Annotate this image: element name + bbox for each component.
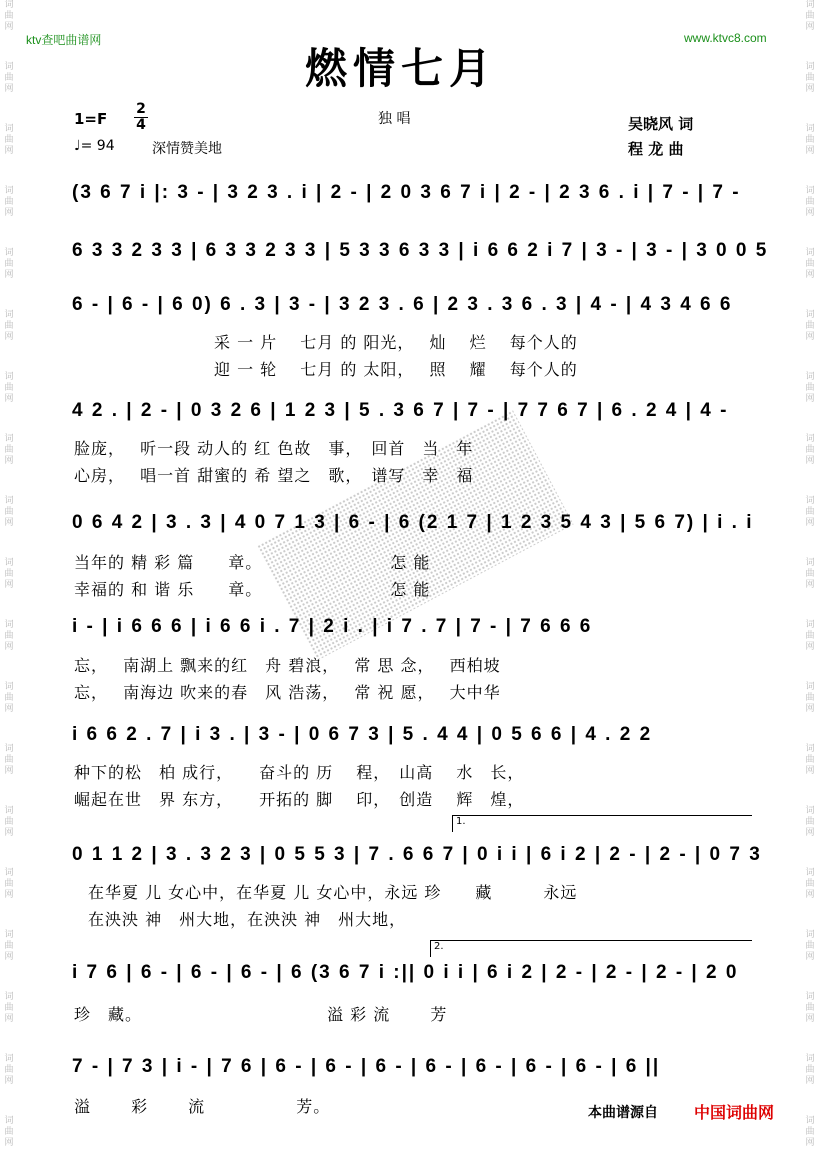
side-mark: 网	[4, 766, 14, 776]
key-signature: 1=F	[74, 110, 108, 128]
side-mark: 词	[4, 620, 14, 630]
volta-label-1: 1.	[456, 816, 466, 827]
lyric-line: 脸庞， 听一段 动人的 红 色故 事， 回首 当 年	[74, 439, 474, 458]
side-mark: 词	[805, 806, 815, 816]
time-bottom: 4	[136, 117, 146, 133]
side-mark: 词	[805, 930, 815, 940]
side-mark: 网	[4, 332, 14, 342]
side-mark: 网	[805, 456, 815, 466]
side-mark: 曲	[805, 383, 815, 393]
side-mark: 词	[805, 186, 815, 196]
side-mark: 词	[805, 744, 815, 754]
side-watermark-left	[2, 0, 16, 1149]
side-mark: 词	[805, 434, 815, 444]
volta-bracket-2	[430, 940, 752, 957]
side-mark: 曲	[805, 569, 815, 579]
side-mark: 网	[805, 394, 815, 404]
score-row-8	[68, 842, 762, 872]
side-mark: 词	[805, 124, 815, 134]
time-signature	[134, 102, 148, 133]
side-mark: 网	[805, 580, 815, 590]
side-mark: 词	[4, 930, 14, 940]
lyricist-credit: 吴晓风 词	[628, 115, 694, 133]
side-mark: 网	[4, 828, 14, 838]
side-mark: 网	[4, 704, 14, 714]
side-mark: 曲	[4, 73, 14, 83]
side-mark: 词	[4, 992, 14, 1002]
side-mark: 词	[4, 0, 14, 10]
side-mark: 曲	[805, 135, 815, 145]
side-mark: 词	[805, 372, 815, 382]
side-mark: 曲	[805, 445, 815, 455]
side-mark: 词	[4, 1054, 14, 1064]
side-mark: 网	[4, 22, 14, 32]
side-mark: 网	[4, 1076, 14, 1086]
side-mark: 曲	[805, 73, 815, 83]
side-mark: 网	[805, 704, 815, 714]
composer-credit: 程 龙 曲	[628, 140, 684, 158]
notation-line: 0 1 1 2 | 3 . 3 2 3 | 0 5 5 3 | 7 . 6 6 7 | 0 i i | 6 i 2 | 2 - | 2 - | 0 7 3	[72, 844, 762, 865]
side-mark: 词	[4, 558, 14, 568]
lyric-line: 在华夏 儿 女心中，在华夏 儿 女心中，永远 珍 藏 永远	[88, 883, 578, 902]
volta-bracket-1	[452, 815, 752, 832]
notation-line: i - | i 6 6 6 | i 6 6 i . 7 | 2 i . | i 7 . 7 | 7 - | 7 6 6 6	[72, 616, 593, 637]
side-mark: 词	[805, 62, 815, 72]
side-mark: 网	[4, 84, 14, 94]
side-mark: 曲	[4, 507, 14, 517]
side-mark: 网	[4, 580, 14, 590]
lyric-line: 采 一 片 七月 的 阳光， 灿 烂 每个人的	[214, 333, 578, 352]
notation-line: i 7 6 | 6 - | 6 - | 6 - | 6 (3 6 7 i :|| 0 i i | 6 i 2 | 2 - | 2 - | 2 - | 2 0	[72, 962, 739, 983]
lyric-line: 溢 彩 流 芳。	[74, 1097, 331, 1116]
side-mark: 网	[805, 146, 815, 156]
side-mark: 词	[4, 248, 14, 258]
score-row-10	[68, 1054, 748, 1084]
footer-source-site[interactable]: 中国词曲网	[694, 1103, 775, 1122]
footer-source-label: 本曲谱源自	[588, 1105, 658, 1121]
lyric-line: 珍 藏。 溢 彩 流 芳	[74, 1005, 448, 1024]
side-mark: 词	[805, 682, 815, 692]
side-mark: 词	[805, 620, 815, 630]
side-mark: 曲	[4, 817, 14, 827]
side-mark: 网	[805, 828, 815, 838]
side-mark: 曲	[4, 569, 14, 579]
expression-mark: 深情赞美地	[152, 141, 222, 157]
side-mark: 网	[4, 642, 14, 652]
side-mark: 网	[805, 952, 815, 962]
side-mark: 词	[4, 62, 14, 72]
side-mark: 曲	[805, 11, 815, 21]
side-mark: 曲	[4, 259, 14, 269]
notation-line: 4 2 . | 2 - | 0 3 2 6 | 1 2 3 | 5 . 3 6 7 | 7 - | 7 7 6 7 | 6 . 2 4 | 4 -	[72, 400, 729, 421]
side-mark: 网	[805, 84, 815, 94]
performance-type: 独 唱	[378, 111, 411, 127]
side-mark: 网	[4, 1138, 14, 1148]
side-mark: 曲	[805, 1065, 815, 1075]
site-link-left[interactable]: ktv查吧曲谱网	[26, 33, 102, 47]
side-mark: 网	[805, 22, 815, 32]
notation-line: i 6 6 2 . 7 | i 3 . | 3 - | 0 6 7 3 | 5 . 4 4 | 0 5 6 6 | 4 . 2 2	[72, 724, 653, 745]
side-mark: 曲	[4, 321, 14, 331]
side-mark: 曲	[4, 135, 14, 145]
notation-line: 0 6 4 2 | 3 . 3 | 4 0 7 1 3 | 6 - | 6 (2 1 7 | 1 2 3 5 4 3 | 5 6 7) | i . i	[72, 512, 754, 533]
side-mark: 曲	[805, 259, 815, 269]
side-mark: 曲	[805, 631, 815, 641]
side-mark: 词	[805, 248, 815, 258]
side-mark: 词	[4, 682, 14, 692]
side-mark: 网	[805, 1138, 815, 1148]
side-mark: 曲	[4, 11, 14, 21]
side-mark: 词	[805, 992, 815, 1002]
side-mark: 曲	[805, 197, 815, 207]
score-row-6	[68, 614, 748, 644]
side-mark: 词	[805, 1116, 815, 1126]
lyric-line: 种下的松 柏 成行， 奋斗的 历 程， 山高 水 长，	[74, 763, 525, 782]
side-mark: 网	[805, 1076, 815, 1086]
side-mark: 曲	[805, 693, 815, 703]
notation-line: 7 - | 7 3 | i - | 7 6 | 6 - | 6 - | 6 - | 6 - | 6 - | 6 - | 6 - | 6 ||	[72, 1056, 661, 1077]
side-mark: 词	[805, 558, 815, 568]
side-mark: 网	[4, 952, 14, 962]
notation-line: (3 6 7 i |: 3 - | 3 2 3 . i | 2 - | 2 0 3 6 7 i | 2 - | 2 3 6 . i | 7 - | 7 -	[72, 182, 741, 203]
side-mark: 曲	[4, 1127, 14, 1137]
score-row-2	[68, 238, 769, 268]
lyric-line: 在泱泱 神 州大地，在泱泱 神 州大地，	[88, 910, 407, 929]
side-mark: 网	[805, 642, 815, 652]
site-link-right[interactable]: www.ktvc8.com	[684, 31, 767, 45]
side-mark: 曲	[805, 1127, 815, 1137]
side-mark: 词	[805, 0, 815, 10]
side-mark: 网	[4, 456, 14, 466]
side-mark: 曲	[4, 383, 14, 393]
side-mark: 网	[805, 890, 815, 900]
score-row-3	[68, 292, 748, 322]
side-mark: 曲	[805, 817, 815, 827]
lyric-line: 迎 一 轮 七月 的 太阳， 照 耀 每个人的	[214, 360, 578, 379]
side-mark: 词	[4, 496, 14, 506]
side-mark: 词	[805, 1054, 815, 1064]
side-mark: 网	[805, 1014, 815, 1024]
side-mark: 网	[4, 146, 14, 156]
side-mark: 词	[4, 372, 14, 382]
side-mark: 曲	[4, 1065, 14, 1075]
side-mark: 网	[4, 270, 14, 280]
score-row-9	[68, 960, 748, 990]
lyric-line: 幸福的 和 谐 乐 章。 怎 能	[74, 580, 431, 599]
time-top: 2	[136, 101, 146, 117]
side-mark: 词	[4, 310, 14, 320]
side-mark: 词	[805, 868, 815, 878]
side-mark: 词	[805, 496, 815, 506]
lyric-line: 当年的 精 彩 篇 章。 怎 能	[74, 553, 431, 572]
side-mark: 网	[4, 518, 14, 528]
score-row-1	[68, 180, 748, 210]
side-watermark-right	[803, 0, 817, 1149]
score-row-4	[68, 398, 748, 428]
side-mark: 词	[805, 310, 815, 320]
side-mark: 曲	[4, 1003, 14, 1013]
side-mark: 曲	[805, 879, 815, 889]
notation-line: 6 - | 6 - | 6 0) 6 . 3 | 3 - | 3 2 3 . 6 | 2 3 . 3 6 . 3 | 4 - | 4 3 4 6 6	[72, 294, 733, 315]
side-mark: 曲	[805, 755, 815, 765]
side-mark: 词	[4, 744, 14, 754]
side-mark: 网	[4, 208, 14, 218]
side-mark: 曲	[4, 755, 14, 765]
side-mark: 网	[4, 1014, 14, 1024]
side-mark: 网	[4, 394, 14, 404]
notation-line: 6 3 3 2 3 3 | 6 3 3 2 3 3 | 5 3 3 6 3 3 | i 6 6 2 i 7 | 3 - | 3 - | 3 0 0 5	[72, 240, 769, 261]
side-mark: 曲	[805, 1003, 815, 1013]
side-mark: 词	[4, 1116, 14, 1126]
song-title: 燃情七月	[305, 44, 498, 93]
side-mark: 曲	[805, 321, 815, 331]
score-row-5	[68, 510, 754, 540]
side-mark: 曲	[805, 507, 815, 517]
side-mark: 网	[4, 890, 14, 900]
side-mark: 曲	[4, 879, 14, 889]
side-mark: 词	[4, 868, 14, 878]
lyric-line: 忘， 南海边 吹来的春 风 浩荡， 常 祝 愿， 大中华	[74, 683, 501, 702]
side-mark: 词	[4, 124, 14, 134]
side-mark: 网	[805, 270, 815, 280]
side-mark: 网	[805, 332, 815, 342]
score-row-7	[68, 722, 748, 752]
side-mark: 曲	[4, 631, 14, 641]
lyric-line: 忘， 南湖上 飘来的红 舟 碧浪， 常 思 念， 西柏坡	[74, 656, 501, 675]
side-mark: 网	[805, 208, 815, 218]
side-mark: 词	[4, 806, 14, 816]
side-mark: 曲	[4, 941, 14, 951]
side-mark: 网	[805, 518, 815, 528]
side-mark: 网	[805, 766, 815, 776]
side-mark: 词	[4, 434, 14, 444]
lyric-line: 崛起在世 界 东方， 开拓的 脚 印， 创造 辉 煌，	[74, 790, 525, 809]
side-mark: 曲	[805, 941, 815, 951]
side-mark: 曲	[4, 693, 14, 703]
lyric-line: 心房， 唱一首 甜蜜的 希 望之 歌， 谱写 幸 福	[74, 466, 474, 485]
tempo: ♩= 94	[74, 138, 115, 154]
side-mark: 曲	[4, 197, 14, 207]
volta-label-2: 2.	[434, 941, 444, 952]
side-mark: 词	[4, 186, 14, 196]
side-mark: 曲	[4, 445, 14, 455]
